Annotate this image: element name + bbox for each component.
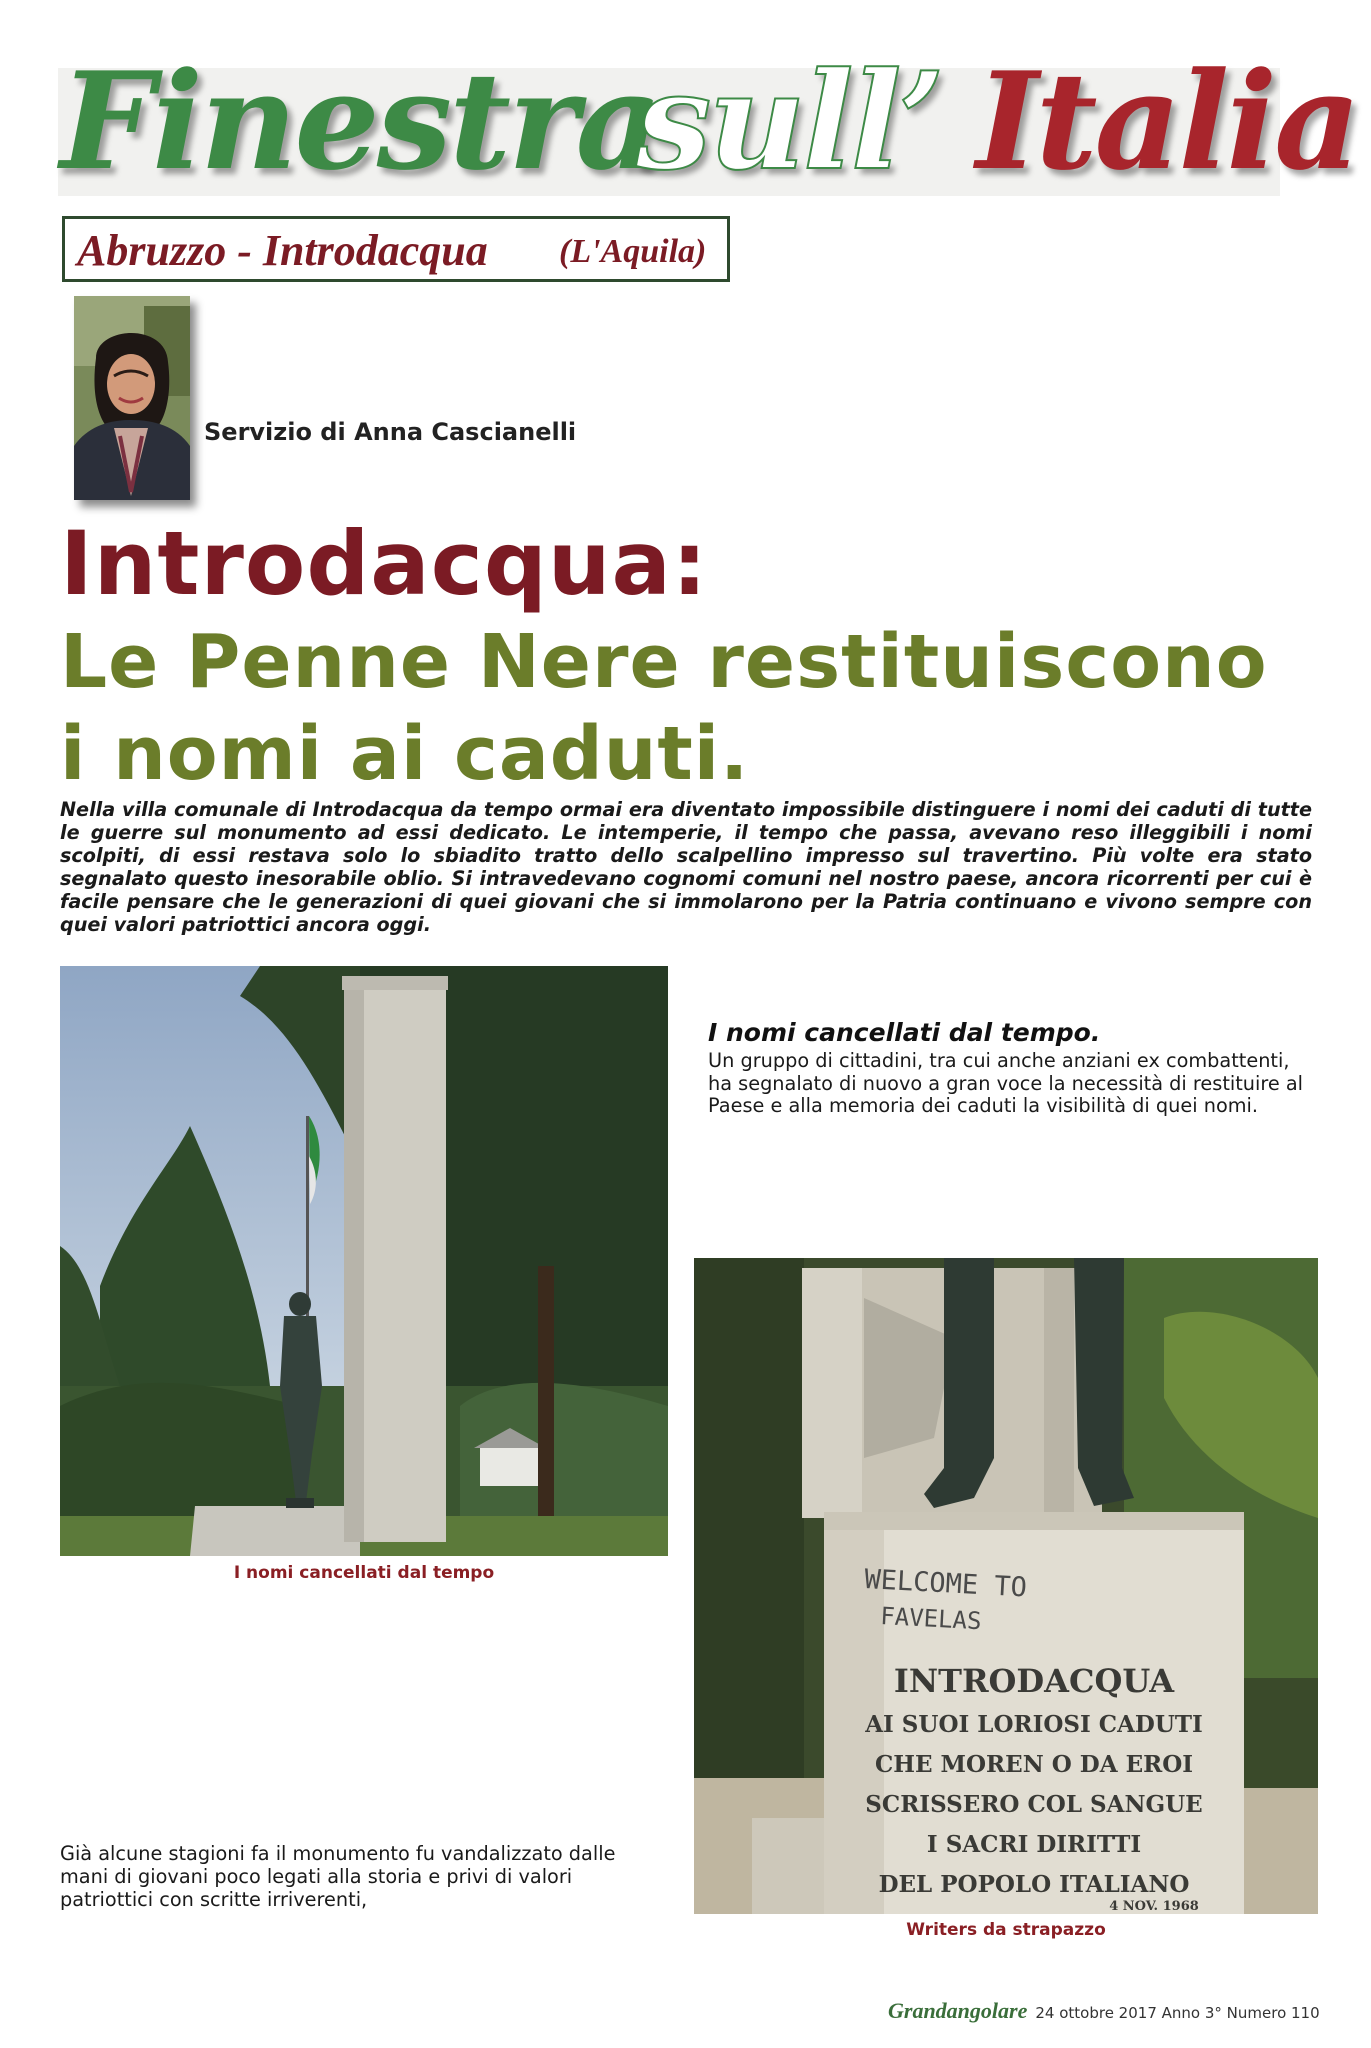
inscription-line-4: SCRISSERO COL SANGUE (865, 1791, 1203, 1818)
section1-body: Un gruppo di cittadini, tra cui anche anziani ex combattenti, ha segnalato di nuovo a gran voce la necessità di restituire al Paese e alla memoria dei caduti la visibilità di quei nomi. (708, 1049, 1304, 1117)
inscription-line-3: CHE MOREN O DA EROI (874, 1751, 1194, 1778)
graffiti-line-2: FAVELAS (879, 1602, 983, 1636)
footer-publication: Grandangolare (888, 1998, 1028, 2023)
section1-subhead: I nomi cancellati dal tempo. (708, 1018, 1101, 1047)
photo2-caption: Writers da strapazzo (906, 1920, 1106, 1940)
monument-park-photo (60, 966, 668, 1556)
region-province: (L'Aquila) (559, 233, 707, 270)
region-name: Abruzzo - Introdacqua (77, 226, 488, 275)
inscription-line-1: INTRODACQUA (893, 1662, 1175, 1700)
photo1-caption: I nomi cancellati dal tempo (233, 1563, 495, 1583)
inscription-line-5: I SACRI DIRITTI (926, 1831, 1142, 1858)
region-box (62, 216, 730, 282)
monument-park-image (60, 966, 668, 1556)
masthead-word-finestra: Finestra (60, 42, 660, 200)
lead-paragraph: Nella villa comunale di Introdacqua da tempo ormai era diventato impossibile distinguere i nomi dei caduti di tutte le guerre sul monumento ad essi dedicato. Le intemperie, il tempo che passa, avevano reso illeggibili i nomi scolpiti, di essi restava solo lo sbiadito tratto dello scalpellino impresso sul travertino. Più volte era stato segnalato questo inesorabile oblio. Si intravedevano cognomi comuni nel nostro paese, ancora ricorrenti per cui è facile pensare che le generazioni di quei giovani che si immolarono per la Patria continuano e vivono sempre con quei valori patriottici ancora oggi. (60, 798, 1312, 936)
inscription-line-6: DEL POPOLO ITALIANO (878, 1871, 1190, 1898)
graffiti-line-1: WELCOME TO (863, 1564, 1028, 1604)
section2-body: Già alcune stagioni fa il monumento fu vandalizzato dalle mani di giovani poco legati alla storia e privi di valori patriottici con scritte irriverenti, (60, 1842, 616, 1911)
monument-inscription-photo (694, 1258, 1318, 1914)
page-footer (888, 1998, 1320, 2024)
author-photo (74, 296, 190, 500)
masthead (58, 42, 1359, 200)
masthead-word-sull: sull’ (636, 42, 943, 200)
author-byline: Servizio di Anna Cascianelli (204, 418, 577, 446)
headline-title: Introdacqua: (60, 512, 709, 615)
monument-inscription-image (694, 1258, 1318, 1914)
headline-subtitle: Le Penne Nere restituiscono i nomi ai caduti. (60, 619, 1268, 797)
masthead-word-italia: Italia (976, 42, 1359, 200)
author-portrait-image (74, 296, 190, 500)
inscription-line-2: AI SUOI LORIOSI CADUTI (865, 1711, 1203, 1738)
footer-issue: 24 ottobre 2017 Anno 3° Numero 110 (1035, 2004, 1320, 2022)
inscription-date: 4 NOV. 1968 (1109, 1899, 1199, 1914)
